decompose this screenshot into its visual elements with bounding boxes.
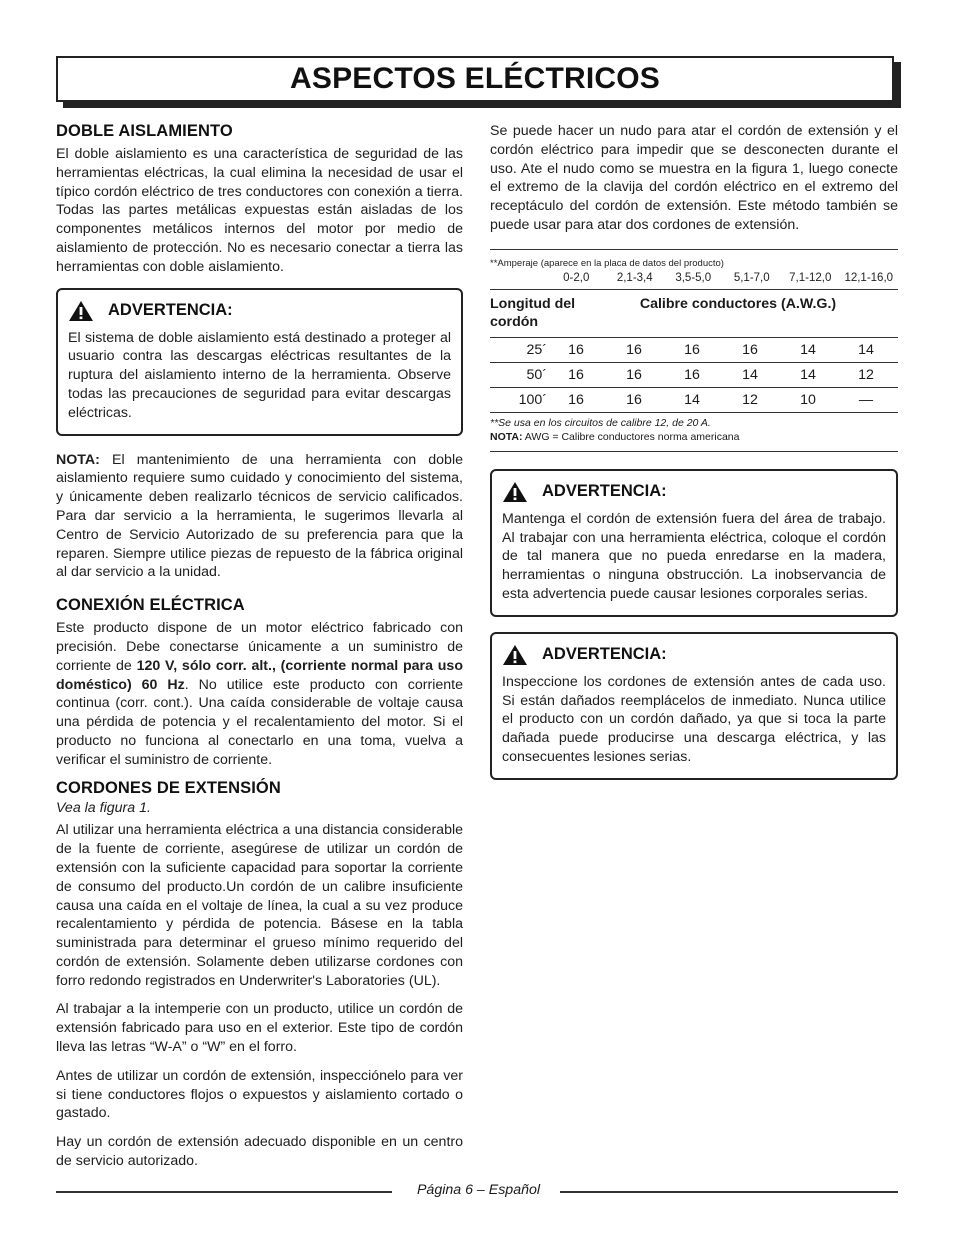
warning-text-3: Inspeccione los cordones de extensión antes de cada uso. Si están dañados reemplácelos de inmediato. Nunca utilice el producto con un cordón dañado, ya que si toca la parte dañada puede producirse una descarga eléctrica, y las consecuentes lesiones serias. xyxy=(502,673,886,765)
footer-rule-right xyxy=(560,1191,898,1193)
cordones-paragraph-1: Al utilizar una herramienta eléctrica a una distancia considerable de la fuente de corriente, asegúrese de utilizar un cordón de extensión con la suficiente capacidad para soportar la corriente de consumo del producto.Un cordón de un calibre insuficiente causa una caída en el voltaje de línea, la cual a su vez produce recalentamiento y pérdida de potencia. Básese en la tabla suministrada para determinar el grueso mínimo requerido del cordón de extensión. Solamente deben utilizarse cordones con forro redondo registrados en Underwriter's Laboratories (UL). xyxy=(56,822,463,989)
amperage-note: **Amperaje (aparece en la placa de datos del producto) xyxy=(490,257,724,269)
warning-box-2 xyxy=(490,469,898,617)
row-length: 100´ xyxy=(518,391,547,408)
table-cell: — xyxy=(858,391,874,408)
warning-text-2: Mantenga el cordón de extensión fuera del área de trabajo. Al trabajar con una herramienta eléctrica, coloque el cordón de tal manera que no pueda enredarse en la madera, herramientas o ninguna obstrucción. La inobservancia de esta advertencia puede causar lesiones corporales serias. xyxy=(502,510,886,602)
cordones-paragraph-4: Hay un cordón de extensión adecuado disponible en un centro de servicio autorizado. xyxy=(56,1134,463,1170)
nota-paragraph xyxy=(56,451,463,583)
table-cell: 16 xyxy=(684,341,700,358)
warning-triangle-icon xyxy=(68,300,94,322)
table-cell: 16 xyxy=(568,391,584,408)
amperage-header-row xyxy=(490,272,898,290)
cordones-paragraph-3: Antes de utilizar un cordón de extensión, inspecciónelo para ver si tiene conductores flojos o expuestos y aislamiento cortado o gastado. xyxy=(56,1067,463,1122)
table-cell: 14 xyxy=(742,366,758,383)
doble-aislamiento-text: El doble aislamiento es una característica de seguridad de las herramientas eléctricas, la cual elimina la necesidad de usar el típico cordón eléctrico de tres conductores con conexión a tierra. Todas las partes metálicas expuestas están aisladas de los componentes metálicos internos del motor por medio de aislamiento de protección. No es necesario conectar a tierra las herramientas con doble aislamiento. xyxy=(56,146,463,275)
table-cell: 14 xyxy=(800,366,816,383)
row-length: 25´ xyxy=(526,341,547,358)
table-cell: 16 xyxy=(626,341,642,358)
warning-text-1: El sistema de doble aislamiento está destinado a proteger al usuario contra las descargas eléctricas resultantes de la ruptura del aislamiento interno de la herramienta. Observe todas las precauciones de seguridad para evitar descargas eléctricas. xyxy=(68,329,451,421)
warning-box-3 xyxy=(490,632,898,780)
col-header-length: Longitud del cordón xyxy=(490,295,576,330)
conexion-text-a: Este producto dispone de un motor eléctrico fabricado con precisión. Debe conectarse únicamente a un suministro de corriente de xyxy=(56,620,463,674)
table-cell: 10 xyxy=(800,391,816,408)
amp-range: 2,1-3,4 xyxy=(616,271,653,284)
row-length: 50´ xyxy=(526,366,547,383)
table-row xyxy=(490,388,898,413)
table-cell: 16 xyxy=(684,366,700,383)
warning-title-2: ADVERTENCIA: xyxy=(542,482,667,501)
nota-text: El mantenimiento de una herramienta con doble aislamiento requiere sumo cuidado y conocimiento del sistema, y únicamente deben realizarlo técnicos de servicio calificados. Para dar servicio a la herramienta, le sugerimos llevarla al Centro de Servicio Autorizado de su preferencia para que la reparen. Siempre utilice piezas de repuesto de la fábrica original al dar servicio a la unidad. xyxy=(56,451,463,581)
warning-box-1 xyxy=(56,288,463,436)
nota-label: NOTA: xyxy=(56,451,100,468)
table-notes xyxy=(490,413,898,452)
left-column xyxy=(56,122,463,1171)
table-header-row xyxy=(490,290,898,338)
page-number: Página 6 – Español xyxy=(416,1182,541,1198)
page-footer xyxy=(56,1182,898,1202)
section-title-doble-aislamiento: DOBLE AISLAMIENTO xyxy=(56,122,233,140)
warning-triangle-icon xyxy=(502,481,528,503)
right-column xyxy=(490,122,898,780)
conexion-text-bold: 120 V, sólo corr. alt., (corriente normal para uso doméstico) 60 Hz xyxy=(56,657,463,693)
col-header-gauge: Calibre conductores (A.W.G.) xyxy=(639,295,837,312)
table-note-label: NOTA: xyxy=(490,431,523,444)
footer-rule-left xyxy=(56,1191,392,1193)
conexion-text-b: . No utilice este producto con corriente continua (corr. cont.). Una caída considerable de voltaje causa una pérdida de potencia y el recalentamiento del motor. Si el producto no funciona al conectarlo en una toma, vuelva a verificar el suministro de corriente. xyxy=(56,676,463,768)
table-note-awg xyxy=(490,430,898,445)
conexion-electrica-text xyxy=(56,619,463,769)
amp-range: 0-2,0 xyxy=(563,271,590,284)
table-note-circuit: **Se usa en los circuitos de calibre 12, de 20 A. xyxy=(490,416,711,429)
page-title-box xyxy=(56,56,894,102)
section-title-conexion-electrica: CONEXIÓN ELÉCTRICA xyxy=(56,596,245,615)
section-title-cordones-extension: CORDONES DE EXTENSIÓN xyxy=(56,778,281,797)
warning-triangle-icon xyxy=(502,644,528,666)
table-cell: 16 xyxy=(742,341,758,358)
knot-paragraph: Se puede hacer un nudo para atar el cordón de extensión y el cordón eléctrico para impedir que se desconecten durante el uso. Ate el nudo como se muestra en la figura 1, luego conecte el extremo de la clavija del cordón eléctrico en el extremo del receptáculo del cordón de extensión. Este método también se puede usar para atar dos cordones de extensión. xyxy=(490,123,898,233)
table-cell: 16 xyxy=(568,366,584,383)
page-title: ASPECTOS ELÉCTRICOS xyxy=(290,62,660,95)
amp-range: 5,1-7,0 xyxy=(733,271,770,284)
table-cell: 16 xyxy=(568,341,584,358)
table-cell: 12 xyxy=(742,391,758,408)
table-row xyxy=(490,338,898,363)
table-cell: 12 xyxy=(858,366,874,383)
table-cell: 14 xyxy=(858,341,874,358)
amp-range: 7,1-12,0 xyxy=(789,271,832,284)
warning-title-3: ADVERTENCIA: xyxy=(542,645,667,664)
table-note-text: AWG = Calibre conductores norma americana xyxy=(522,431,740,444)
cordones-paragraph-2: Al trabajar a la intemperie con un producto, utilice un cordón de extensión fabricado para uso en el exterior. Este tipo de cordón lleva las letras “W-A” o “W” en el forro. xyxy=(56,1001,463,1056)
table-row xyxy=(490,363,898,388)
warning-title-1: ADVERTENCIA: xyxy=(108,301,233,320)
table-cell: 16 xyxy=(626,391,642,408)
table-cell: 16 xyxy=(626,366,642,383)
table-cell: 14 xyxy=(684,391,700,408)
table-cell: 14 xyxy=(800,341,816,358)
amp-range: 3,5-5,0 xyxy=(675,271,712,284)
extension-cord-table xyxy=(490,249,898,452)
amp-range: 12,1-16,0 xyxy=(844,271,894,284)
figure-reference: Vea la figura 1. xyxy=(56,799,151,816)
